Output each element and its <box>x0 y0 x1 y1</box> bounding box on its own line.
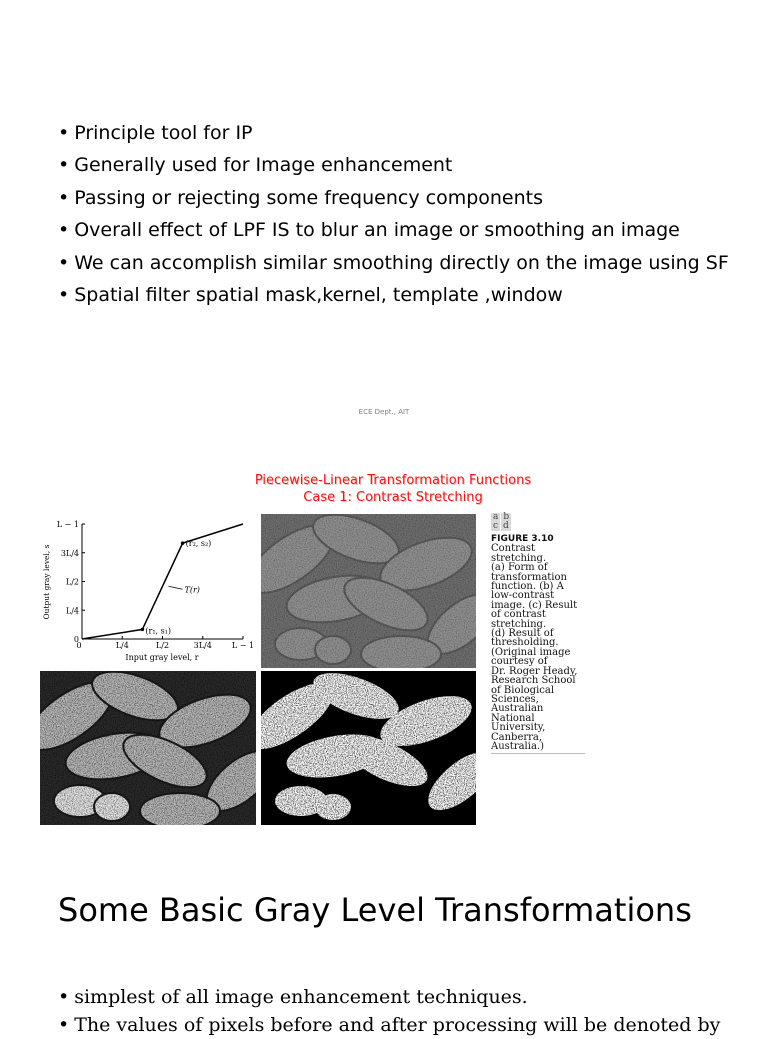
caption-line: (Original image <box>491 646 571 658</box>
caption-text <box>491 544 587 751</box>
caption-grid-a: a <box>493 512 499 522</box>
caption-line: Sciences, <box>491 693 539 705</box>
bullet-list-2 <box>58 983 720 1039</box>
caption-line: of contrast <box>491 609 546 621</box>
thresholded-image-svg <box>261 671 476 825</box>
y-tick-label: 0 <box>73 635 79 644</box>
low-contrast-image-svg <box>261 514 476 668</box>
point-r1-s1 <box>141 628 145 632</box>
caption-line: University, <box>491 722 546 734</box>
section-heading: Some Basic Gray Level Transformations <box>58 891 692 929</box>
graph-svg <box>40 514 256 667</box>
caption-line: thresholding. <box>491 637 559 649</box>
x-tick-label: L/4 <box>115 641 129 650</box>
slide-footer: ECE Dept., AIT <box>358 408 410 416</box>
bullet-list <box>58 117 729 311</box>
caption-label: FIGURE 3.10 <box>491 534 554 544</box>
y-tick-label: L/2 <box>65 577 79 587</box>
bullet-item: • We can accomplish similar smoothing directly on the image using SF <box>58 247 729 279</box>
caption-line: Contrast <box>491 543 536 555</box>
x-tick-label: L/2 <box>155 641 170 650</box>
y-tick-label: 3L/4 <box>60 548 79 558</box>
caption-line: Australia.) <box>491 740 544 752</box>
point1-label: (r₁, s₁) <box>145 626 172 636</box>
y-axis-label: Output gray level, s <box>42 544 51 620</box>
caption-line: Canberra, <box>491 731 543 743</box>
x-axis-label: Input gray level, r <box>125 653 199 662</box>
transformation-graph <box>40 514 256 667</box>
y-tick-label: L − 1 <box>56 520 79 529</box>
bullet-item: • Generally used for Image enhancement <box>58 149 729 181</box>
caption-grid-c: c <box>493 521 499 531</box>
x-tick-label: 3L/4 <box>193 641 212 650</box>
figure-title-line2: Case 1: Contrast Stretching <box>303 490 483 505</box>
figure-title-line1: Piecewise-Linear Transformation Functions <box>254 473 532 488</box>
caption-line: image. (c) Result <box>491 599 578 611</box>
x-tick-label: L − 1 <box>231 641 255 650</box>
caption-line: National <box>491 712 535 724</box>
curve-label: T(r) <box>184 585 200 595</box>
curve-arrow <box>169 586 183 589</box>
caption-line: Australian <box>491 703 544 715</box>
caption-line: (a) Form of <box>491 562 548 574</box>
caption-grid-b: b <box>503 512 510 522</box>
bullet-item: • Spatial filter spatial mask,kernel, template ,window <box>58 279 729 311</box>
caption-line: courtesy of <box>491 656 548 668</box>
contrast-stretched-image-svg <box>40 671 256 825</box>
bullet-item: • Principle tool for IP <box>58 117 729 149</box>
low-contrast-image <box>261 514 476 668</box>
figure-caption <box>491 513 587 754</box>
thresholded-image <box>261 671 476 825</box>
bullet-item: • Passing or rejecting some frequency components <box>58 182 729 214</box>
point-r2-s2 <box>181 541 185 545</box>
figure-title <box>240 472 546 506</box>
contrast-stretched-image <box>40 671 256 825</box>
point2-label: (r₂, s₂) <box>185 539 212 549</box>
caption-line: transformation <box>491 571 567 583</box>
bullet-item: • The values of pixels before and after processing will be denoted by <box>58 1011 720 1039</box>
caption-line: stretching. <box>491 552 547 564</box>
y-tick-label: L/4 <box>65 606 79 616</box>
caption-panel-grid <box>491 513 587 531</box>
bullet-item: • simplest of all image enhancement techniques. <box>58 983 720 1011</box>
x-tick-label: 0 <box>76 641 82 650</box>
caption-line: low-contrast <box>491 590 555 602</box>
transformation-curve <box>82 524 243 639</box>
caption-line: Research School <box>491 675 576 687</box>
caption-line: stretching. <box>491 618 547 630</box>
caption-grid-d: d <box>503 521 509 531</box>
caption-line: of Biological <box>491 684 555 696</box>
bullet-item: • Overall effect of LPF IS to blur an image or smoothing an image <box>58 214 729 246</box>
caption-line: Dr. Roger Heady, <box>491 665 578 677</box>
caption-line: (d) Result of <box>491 628 554 640</box>
caption-line: function. (b) A <box>491 581 564 593</box>
